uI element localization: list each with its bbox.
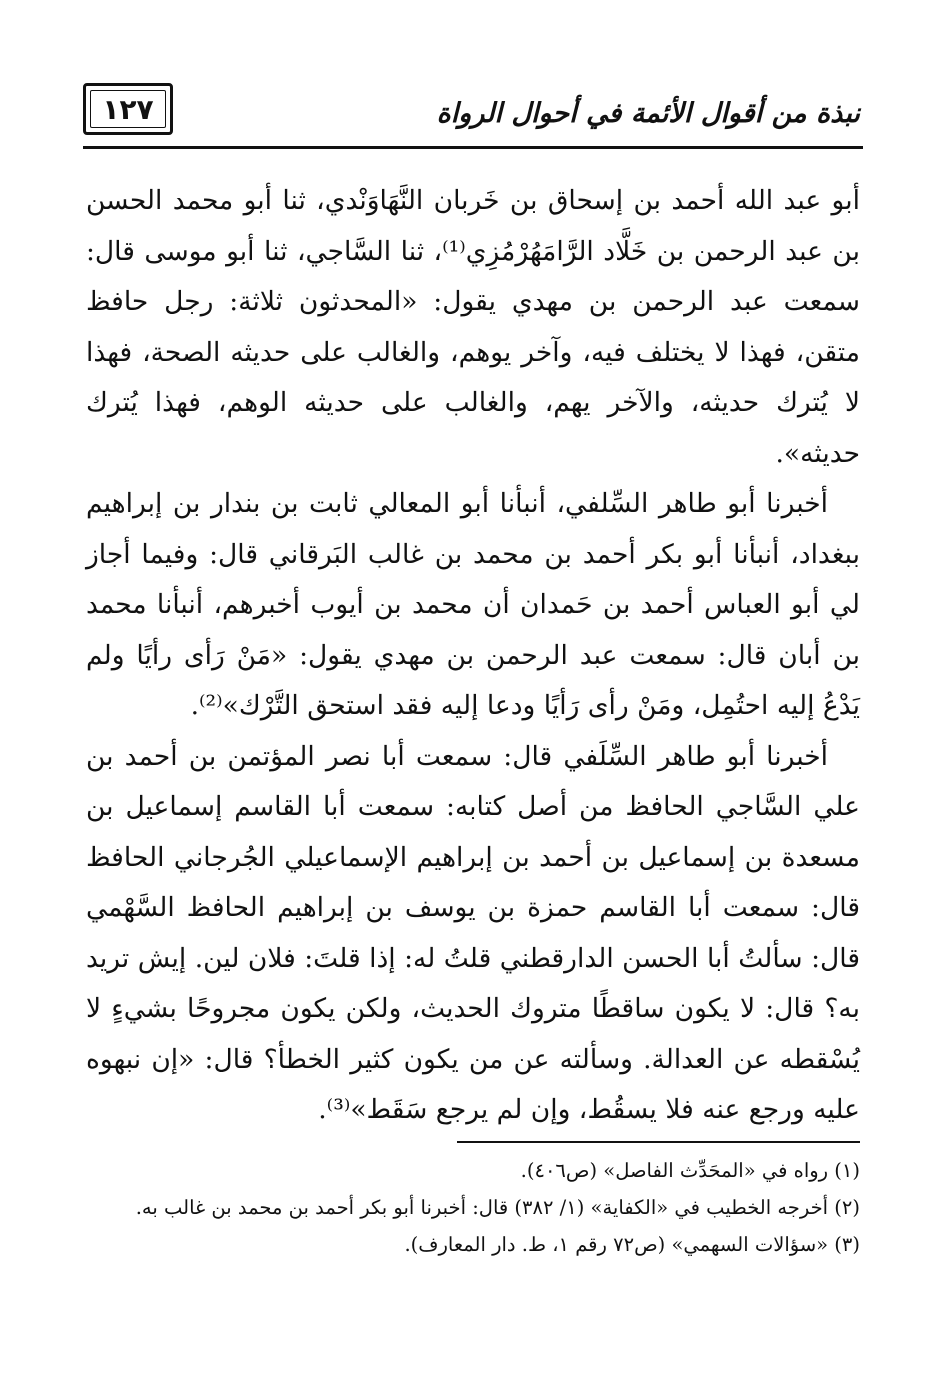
footnotes xyxy=(86,1152,860,1263)
page-number-box xyxy=(83,83,173,135)
footnote: (١) رواه في «المحَدِّث الفاصل» (ص٤٠٦). xyxy=(520,1159,860,1182)
main-text xyxy=(86,176,860,1136)
footnote: (٣) «سؤالات السهمي» (ص٧٢ رقم ١، ط. دار المعارف). xyxy=(404,1233,860,1256)
footnote-rule xyxy=(457,1141,860,1143)
running-title: نبذة من أقوال الأئمة في أحوال الرواة xyxy=(436,98,860,129)
paragraph: أبو عبد الله أحمد بن إسحاق بن خَربان النَّهَاوَنْدي، ثنا أبو محمد الحسن بن عبد الرحمن بن خَلَّاد الرَّامَهُرْمُزِي⁽¹⁾، ثنا السَّاجي، ثنا أبو موسى قال: سمعت عبد الرحمن بن مهدي يقول: «المحدثون ثلاثة: رجل حافظ متقن، فهذا لا يختلف فيه، وآخر يوهم، والغالب على حديثه الصحة، فهذا لا يُترك حديثه، والآخر يهم، والغالب على حديثه الوهم، فهذا يُترك حديثه». xyxy=(86,185,860,469)
page-number: ١٢٧ xyxy=(102,92,154,126)
paragraph: أخبرنا أبو طاهر السِّلفي، أنبأنا أبو المعالي ثابت بن بندار بن إبراهيم ببغداد، أنبأنا أبو بكر أحمد بن محمد بن غالب البَرقاني قال: وفيما أجاز لي أبو العباس أحمد بن حَمدان أن محمد بن أيوب أخبرهم، أنبأنا محمد بن أبان قال: سمعت عبد الرحمن بن مهدي يقول: «مَنْ رَأى رأيًا ولم يَدْعُ إليه احتُمِل، ومَنْ رأى رَأيًا ودعا إليه فقد استحق التَّرْك»⁽²⁾. xyxy=(86,488,860,721)
paragraph: أخبرنا أبو طاهر السِّلَفي قال: سمعت أبا نصر المؤتمن بن أحمد بن علي السَّاجي الحافظ من أصل كتابه: سمعت أبا القاسم إسماعيل بن مسعدة بن إسماعيل بن أحمد بن إبراهيم الإسماعيلي الجُرجاني الحافظ قال: سمعت أبا القاسم حمزة بن يوسف بن إبراهيم الحافظ السَّهْمي قال: سألتُ أبا الحسن الدارقطني قلتُ له: إذا قلتَ: فلان لين. إيش تريد به؟ قال: لا يكون ساقطًا متروك الحديث، ولكن يكون مجروحًا بشيءٍ لا يُسْقطه عن العدالة. وسألته عن من يكون كثير الخطأ؟ قال: «إن نبهوه عليه ورجع عنه فلا يسقُط، وإن لم يرجع سَقَط»⁽³⁾. xyxy=(86,740,860,1125)
footnote: (٢) أخرجه الخطيب في «الكفاية» (١/ ٣٨٢) قال: أخبرنا أبو بكر أحمد بن محمد بن غالب به. xyxy=(135,1196,860,1219)
header-rule xyxy=(83,146,863,149)
